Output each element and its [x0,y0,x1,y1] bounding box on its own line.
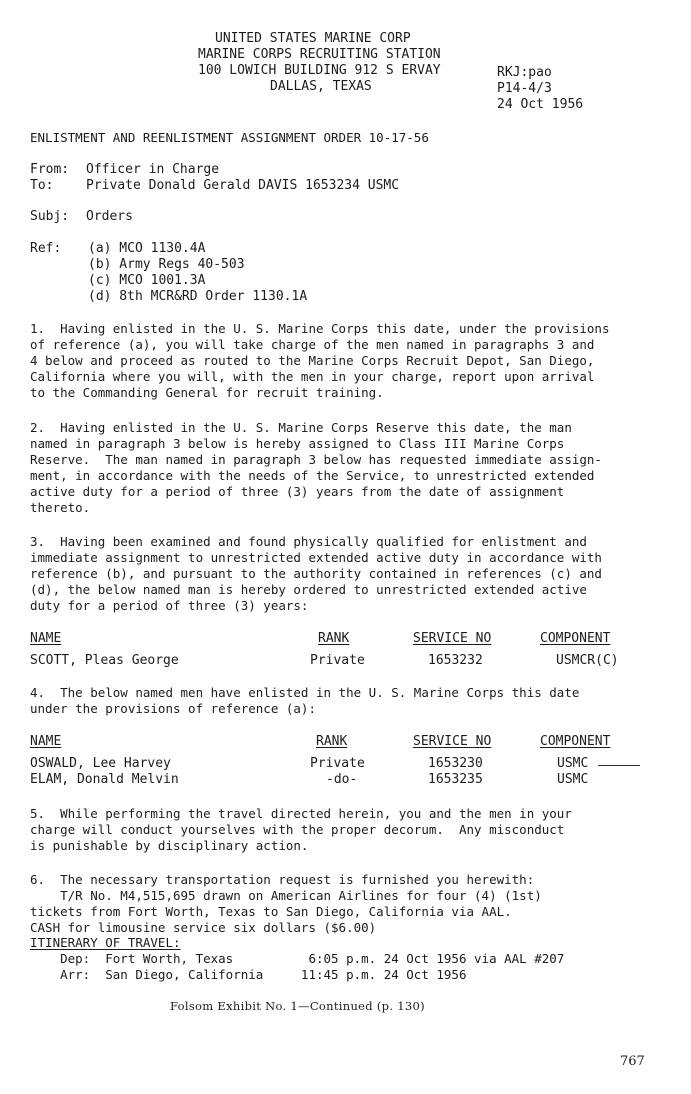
para2-line: ment, in accordance with the needs of the Service, to unrestricted extended [30,468,595,483]
para3-line: reference (b), and pursuant to the authority contained in references (c) and [30,566,602,581]
para1-line: California where you will, with the men in your charge, report upon arrival [30,369,595,384]
header-org-line1: UNITED STATES MARINE CORP [215,31,411,46]
para2-line: active duty for a period of three (3) years from the date of assignment [30,484,565,499]
ref-item: (c) MCO 1001.3A [88,273,206,288]
table2-header-rank: RANK [316,734,348,749]
itinerary-heading: ITINERARY OF TRAVEL: [30,935,181,950]
para6-line: CASH for limousine service six dollars ($6.00) [30,920,377,935]
header-org-line3: 100 LOWICH BUILDING 912 S ERVAY [198,63,441,78]
table1-cell-component: USMCR(C) [556,653,619,668]
page-number: 767 [620,1054,645,1069]
table2-cell-rank: Private [310,756,365,771]
header-file-code: P14-4/3 [497,81,552,96]
subj-value: Orders [86,209,133,224]
para1-line: 4 below and proceed as routed to the Marine Corps Recruit Depot, San Diego, [30,353,595,368]
header-ref-code: RKJ:pao [497,65,552,80]
table2-cell-rank: -do- [326,772,358,787]
para3-line: 3. Having been examined and found physically qualified for enlistment and [30,534,587,549]
para6-line: 6. The necessary transportation request is furnished you herewith: [30,872,535,887]
table2-cell-name: OSWALD, Lee Harvey [30,756,171,771]
para1-line: 1. Having enlisted in the U. S. Marine Corps this date, under the provisions [30,321,610,336]
header-org-line4: DALLAS, TEXAS [270,79,372,94]
table1-header-service: SERVICE NO [413,631,492,646]
para5-line: 5. While performing the travel directed herein, you and the men in your [30,806,572,821]
para6-line: tickets from Fort Worth, Texas to San Diego, California via AAL. [30,904,512,919]
para5-line: charge will conduct yourselves with the proper decorum. Any misconduct [30,822,565,837]
para2-line: 2. Having enlisted in the U. S. Marine Corps Reserve this date, the man [30,420,572,435]
para1-line: to the Commanding General for recruit training. [30,385,384,400]
para2-line: Reserve. The man named in paragraph 3 below has requested immediate assign- [30,452,602,467]
to-label: To: [30,178,54,193]
subj-label: Subj: [30,209,70,224]
table2-cell-component: USMC [557,772,589,787]
ref-label: Ref: [30,241,62,256]
table1-header-rank: RANK [318,631,350,646]
from-value: Officer in Charge [86,162,220,177]
ref-item: (b) Army Regs 40-503 [88,257,245,272]
table1-cell-service: 1653232 [428,653,483,668]
itinerary-arrival: Arr: San Diego, California 11:45 p.m. 24 Oct 1956 [30,967,467,982]
table1-cell-rank: Private [310,653,365,668]
table2-header-service: SERVICE NO [413,734,492,749]
table1-header-component: COMPONENT [540,631,611,646]
table2-cell-component: USMC [557,756,589,771]
ref-item: (a) MCO 1130.4A [88,241,206,256]
table2-cell-service: 1653235 [428,772,483,787]
exhibit-caption: Folsom Exhibit No. 1—Continued (p. 130) [170,999,425,1013]
para2-line: thereto. [30,500,91,515]
table2-cell-service: 1653230 [428,756,483,771]
order-title: ENLISTMENT AND REENLISTMENT ASSIGNMENT ORDER 10-17-56 [30,130,429,145]
table1-cell-name: SCOTT, Pleas George [30,653,179,668]
header-date: 24 Oct 1956 [497,97,584,112]
para4-line: under the provisions of reference (a): [30,701,316,716]
itinerary-departure: Dep: Fort Worth, Texas 6:05 p.m. 24 Oct 1956 via AAL #207 [30,951,565,966]
table2-header-component: COMPONENT [540,734,611,749]
table2-cell-name: ELAM, Donald Melvin [30,772,179,787]
para5-line: is punishable by disciplinary action. [30,838,309,853]
para1-line: of reference (a), you will take charge of the men named in paragraphs 3 and [30,337,595,352]
table1-header-name: NAME [30,631,62,646]
para3-line: (d), the below named man is hereby ordered to unrestricted extended active [30,582,587,597]
table2-header-name: NAME [30,734,62,749]
para3-line: immediate assignment to unrestricted extended active duty in accordance with [30,550,602,565]
para2-line: named in paragraph 3 below is hereby assigned to Class III Marine Corps [30,436,565,451]
to-value: Private Donald Gerald DAVIS 1653234 USMC [86,178,400,193]
para6-line: T/R No. M4,515,695 drawn on American Airlines for four (4) (1st) [30,888,542,903]
ref-item: (d) 8th MCR&RD Order 1130.1A [88,289,308,304]
from-label: From: [30,162,70,177]
para4-line: 4. The below named men have enlisted in the U. S. Marine Corps this date [30,685,580,700]
para3-line: duty for a period of three (3) years: [30,598,309,613]
margin-dash-mark [598,765,640,766]
header-org-line2: MARINE CORPS RECRUITING STATION [198,47,441,62]
